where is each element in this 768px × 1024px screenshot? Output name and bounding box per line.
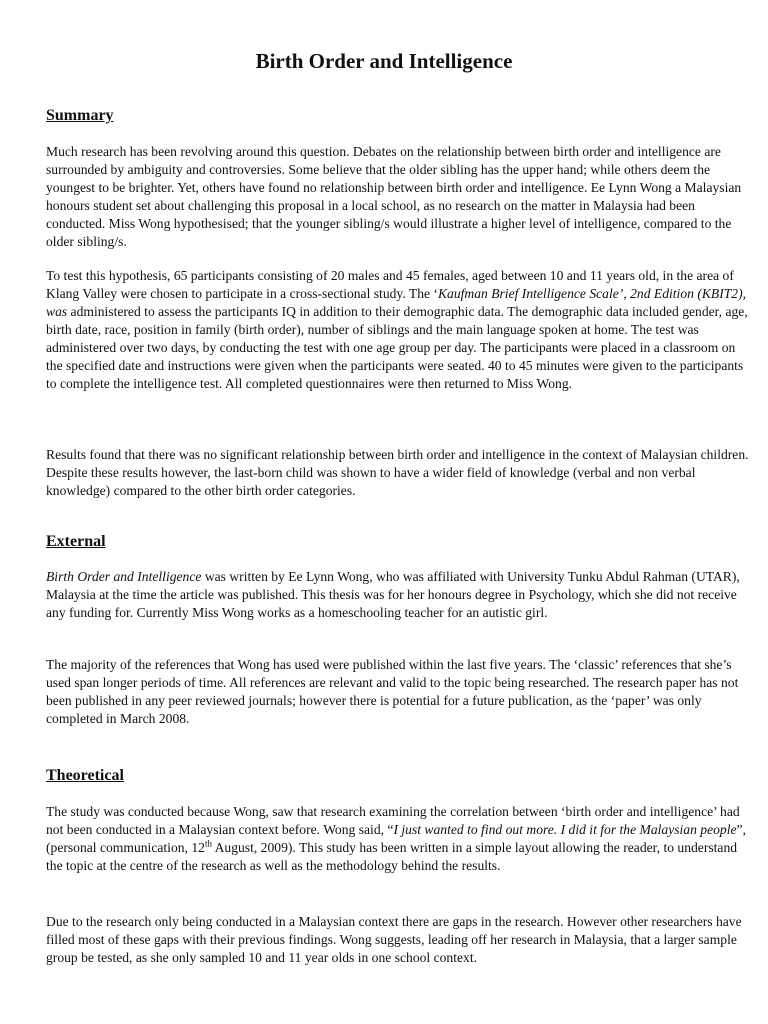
theoretical-p1-superscript: th	[204, 838, 212, 849]
summary-heading: Summary	[46, 107, 114, 124]
external-heading: External	[46, 533, 106, 550]
summary-p2-text-b: administered to assess the participants IQ in addition to their demographic data. The demographic data included gender, age, birth date, race, position in family (birth order), number of siblings and the main language spoken at home. The test was administered over two days, by conducting the test with one age group per day. The participants were placed in a classroom on the specified date and instructions were given when the participants were seated. 40 to 45 minutes were given to the participants to complete the intelligence test. All completed questionnaires were then returned to Miss Wong.	[46, 304, 748, 391]
summary-paragraph-2	[46, 267, 750, 393]
external-paragraph-2: The majority of the references that Wong has used were published within the last five years. The ‘classic’ references that she’s used span longer periods of time. All references are relevant and valid to the topic being researched. The research paper has not been published in any peer reviewed journals; however there is potential for a future publication, as the ‘paper’ was only completed in March 2008.	[46, 657, 739, 726]
theoretical-heading: Theoretical	[46, 767, 124, 784]
external-p1-italic-title: Birth Order and Intelligence	[46, 569, 202, 584]
summary-p2-text-a: To test this hypothesis, 65 participants consisting of 20 males and 45 females, aged between 10 and 11 years old, in the area of Klang Valley were chosen to participate in a cross-sectional study. The ‘	[46, 268, 734, 301]
theoretical-paragraph-2: Due to the research only being conducted in a Malaysian context there are gaps in the research. However other researchers have filled most of these gaps with their previous findings. Wong suggests, leading off her research in Malaysia, that a larger sample group be tested, as she only sampled 10 and 11 year olds in one school context.	[46, 914, 742, 965]
document-title: Birth Order and Intelligence	[255, 49, 513, 73]
theoretical-p1-text-a: The study was conducted because Wong, saw that research examining the correlation between ‘birth order and intelligence’ had not been conducted in a Malaysian context before. Wong said, “	[46, 804, 740, 837]
external-p1-text: was written by Ee Lynn Wong, who was affiliated with University Tunku Abdul Rahman (UTAR), Malaysia at the time the article was published. This thesis was for her honours degree in Psychology, which she did not receive any funding for. Currently Miss Wong works as a homeschooling teacher for an autistic girl.	[46, 569, 740, 620]
theoretical-p1-quote: I just wanted to find out more. I did it for the Malaysian people	[393, 822, 737, 837]
theoretical-paragraph-1	[46, 803, 750, 875]
theoretical-p1-text-b: ”, (personal communication, 12	[46, 822, 746, 855]
summary-paragraph-1: Much research has been revolving around this question. Debates on the relationship between birth order and intelligence are surrounded by ambiguity and controversies. Some believe that the older sibling has the upper hand; while others deem the youngest to be brighter. Yet, others have found no relationship between birth order and intelligence. Ee Lynn Wong a Malaysian honours student set about challenging this proposal in a local school, as no research on the matter in Malaysia had been conducted. Miss Wong hypothesised; that the younger sibling/s would illustrate a higher level of intelligence, compared to the older sibling/s.	[46, 144, 742, 249]
theoretical-p1-text-c: August, 2009). This study has been written in a simple layout allowing the reader, to understand the topic at the centre of the research as well as the methodology behind the results.	[46, 840, 738, 873]
external-paragraph-1	[46, 568, 750, 622]
summary-p2-italic: Kaufman Brief Intelligence Scale’, 2nd Edition (KBIT2), was	[46, 286, 747, 319]
summary-paragraph-3: Results found that there was no significant relationship between birth order and intelligence in the context of Malaysian children. Despite these results however, the last-born child was shown to have a wider field of knowledge (verbal and non verbal knowledge) compared to the other birth order categories.	[46, 447, 749, 498]
